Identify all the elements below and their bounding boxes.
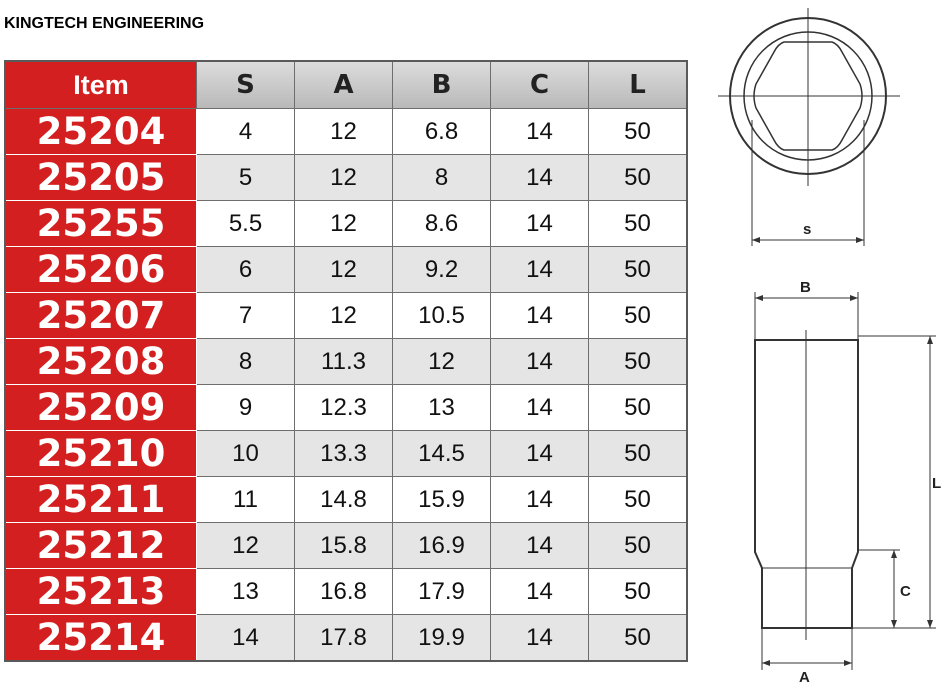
s-arrow-left bbox=[752, 237, 760, 243]
table-row bbox=[5, 155, 687, 201]
table-row bbox=[5, 201, 687, 247]
dimension-cell-c: 14 bbox=[491, 201, 589, 247]
table-row bbox=[5, 109, 687, 155]
dimension-cell-c: 14 bbox=[491, 155, 589, 201]
a-arrow-right bbox=[844, 660, 852, 666]
dimension-cell-b: 17.9 bbox=[393, 569, 491, 615]
l-arrow-bottom bbox=[927, 620, 933, 628]
dimension-cell-s: 14 bbox=[197, 615, 295, 662]
dimension-cell-a: 13.3 bbox=[295, 431, 393, 477]
table-row bbox=[5, 385, 687, 431]
dimension-label-l: L bbox=[932, 475, 942, 492]
dimension-cell-c: 14 bbox=[491, 293, 589, 339]
item-number-cell: 25212 bbox=[5, 523, 197, 569]
dimension-cell-b: 15.9 bbox=[393, 477, 491, 523]
dimension-cell-a: 11.3 bbox=[295, 339, 393, 385]
dimension-cell-s: 9 bbox=[197, 385, 295, 431]
column-header-l: L bbox=[589, 61, 688, 109]
table-row bbox=[5, 247, 687, 293]
dimension-cell-c: 14 bbox=[491, 615, 589, 662]
dimension-label-c: C bbox=[900, 583, 911, 600]
l-arrow-top bbox=[927, 336, 933, 344]
c-arrow-top bbox=[891, 550, 897, 558]
dimension-cell-l: 50 bbox=[589, 293, 688, 339]
dimension-cell-s: 8 bbox=[197, 339, 295, 385]
dimension-label-a: A bbox=[799, 669, 810, 685]
dimension-label-s: s bbox=[803, 221, 812, 238]
company-name: KINGTECH ENGINEERING bbox=[4, 15, 205, 32]
socket-technical-drawing bbox=[700, 0, 943, 685]
dimension-cell-a: 12 bbox=[295, 201, 393, 247]
dimension-cell-a: 12.3 bbox=[295, 385, 393, 431]
table-row bbox=[5, 615, 687, 662]
dimension-cell-a: 12 bbox=[295, 293, 393, 339]
s-arrow-right bbox=[856, 237, 864, 243]
dimension-cell-a: 14.8 bbox=[295, 477, 393, 523]
item-number-cell: 25204 bbox=[5, 109, 197, 155]
dimension-cell-c: 14 bbox=[491, 339, 589, 385]
dimension-cell-l: 50 bbox=[589, 523, 688, 569]
c-arrow-bottom bbox=[891, 620, 897, 628]
item-number-cell: 25205 bbox=[5, 155, 197, 201]
item-number-cell: 25210 bbox=[5, 431, 197, 477]
dimension-cell-c: 14 bbox=[491, 109, 589, 155]
dimension-cell-c: 14 bbox=[491, 431, 589, 477]
b-arrow-right bbox=[850, 295, 858, 301]
table-header-row bbox=[5, 61, 687, 109]
item-number-cell: 25206 bbox=[5, 247, 197, 293]
item-number-cell: 25255 bbox=[5, 201, 197, 247]
b-arrow-left bbox=[755, 295, 763, 301]
item-number-cell: 25207 bbox=[5, 293, 197, 339]
dimension-cell-c: 14 bbox=[491, 477, 589, 523]
dimension-label-b: B bbox=[800, 279, 811, 296]
dimension-cell-b: 16.9 bbox=[393, 523, 491, 569]
dimension-cell-s: 4 bbox=[197, 109, 295, 155]
dimension-cell-b: 10.5 bbox=[393, 293, 491, 339]
table-row bbox=[5, 569, 687, 615]
dimension-cell-c: 14 bbox=[491, 247, 589, 293]
dimension-cell-l: 50 bbox=[589, 247, 688, 293]
dimension-cell-a: 17.8 bbox=[295, 615, 393, 662]
dimension-cell-s: 5 bbox=[197, 155, 295, 201]
dimension-cell-c: 14 bbox=[491, 385, 589, 431]
a-arrow-left bbox=[762, 660, 770, 666]
dimension-cell-l: 50 bbox=[589, 431, 688, 477]
item-number-cell: 25213 bbox=[5, 569, 197, 615]
dimension-cell-c: 14 bbox=[491, 569, 589, 615]
dimension-cell-l: 50 bbox=[589, 155, 688, 201]
socket-top-view bbox=[718, 8, 900, 246]
dimension-cell-l: 50 bbox=[589, 201, 688, 247]
table-row bbox=[5, 293, 687, 339]
dimension-cell-b: 13 bbox=[393, 385, 491, 431]
table-row bbox=[5, 523, 687, 569]
item-number-cell: 25209 bbox=[5, 385, 197, 431]
item-number-cell: 25214 bbox=[5, 615, 197, 662]
dimension-cell-b: 8 bbox=[393, 155, 491, 201]
dimension-cell-l: 50 bbox=[589, 477, 688, 523]
column-header-b: B bbox=[393, 61, 491, 109]
socket-spec-table bbox=[4, 60, 688, 662]
table-row bbox=[5, 431, 687, 477]
dimension-cell-b: 14.5 bbox=[393, 431, 491, 477]
table-body bbox=[5, 109, 687, 662]
dimension-cell-l: 50 bbox=[589, 569, 688, 615]
item-number-cell: 25208 bbox=[5, 339, 197, 385]
dimension-cell-s: 5.5 bbox=[197, 201, 295, 247]
dimension-cell-c: 14 bbox=[491, 523, 589, 569]
dimension-cell-l: 50 bbox=[589, 385, 688, 431]
dimension-cell-b: 6.8 bbox=[393, 109, 491, 155]
dimension-cell-s: 10 bbox=[197, 431, 295, 477]
dimension-cell-b: 9.2 bbox=[393, 247, 491, 293]
dimension-cell-l: 50 bbox=[589, 339, 688, 385]
column-header-a: A bbox=[295, 61, 393, 109]
column-header-item: Item bbox=[5, 61, 197, 109]
dimension-cell-s: 11 bbox=[197, 477, 295, 523]
dimension-cell-a: 16.8 bbox=[295, 569, 393, 615]
dimension-cell-a: 15.8 bbox=[295, 523, 393, 569]
dimension-cell-s: 7 bbox=[197, 293, 295, 339]
dimension-cell-a: 12 bbox=[295, 247, 393, 293]
dimension-cell-s: 12 bbox=[197, 523, 295, 569]
table-row bbox=[5, 339, 687, 385]
dimension-cell-b: 8.6 bbox=[393, 201, 491, 247]
dimension-cell-b: 19.9 bbox=[393, 615, 491, 662]
dimension-cell-b: 12 bbox=[393, 339, 491, 385]
dimension-cell-a: 12 bbox=[295, 155, 393, 201]
dimension-cell-l: 50 bbox=[589, 109, 688, 155]
socket-side-view bbox=[755, 292, 936, 670]
dimension-cell-s: 6 bbox=[197, 247, 295, 293]
dimension-cell-s: 13 bbox=[197, 569, 295, 615]
dimension-cell-a: 12 bbox=[295, 109, 393, 155]
column-header-c: C bbox=[491, 61, 589, 109]
column-header-s: S bbox=[197, 61, 295, 109]
dimension-cell-l: 50 bbox=[589, 615, 688, 662]
item-number-cell: 25211 bbox=[5, 477, 197, 523]
table-row bbox=[5, 477, 687, 523]
